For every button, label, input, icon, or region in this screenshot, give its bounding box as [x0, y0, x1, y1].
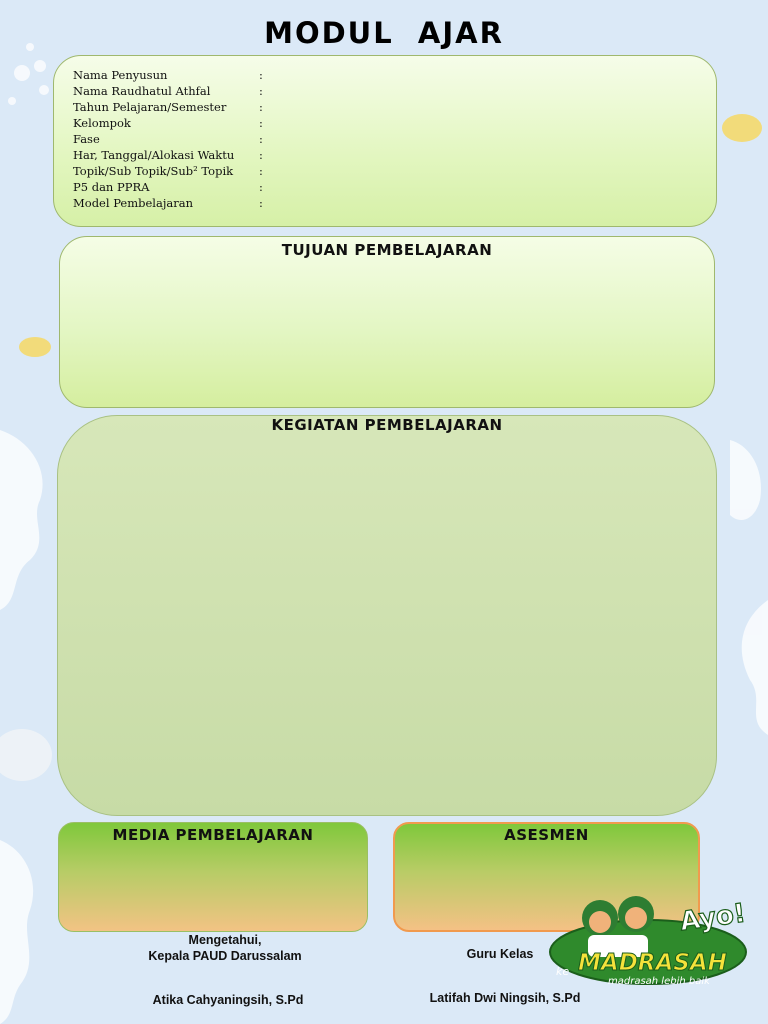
bubble [14, 65, 30, 81]
info-label: Fase [73, 132, 100, 146]
info-colon: : [259, 148, 263, 162]
kegiatan-title: KEGIATAN PEMBELAJARAN [271, 416, 503, 434]
info-colon: : [259, 100, 263, 114]
info-label: Nama Penyusun [73, 68, 168, 82]
sign-right-role: Guru Kelas [466, 947, 534, 961]
info-label: P5 dan PPRA [73, 180, 150, 194]
asesmen-title: ASESMEN [504, 826, 589, 844]
fish-icon [19, 337, 51, 357]
ayo-ke-madrasah-logo [548, 880, 758, 990]
info-colon: : [259, 164, 263, 178]
info-box [53, 55, 717, 227]
bubble [34, 60, 46, 72]
info-colon: : [259, 180, 263, 194]
sign-left-name: Atika Cahyaningsih, S.Pd [152, 993, 304, 1007]
bubble [39, 85, 49, 95]
sign-left-line1: Mengetahui, [188, 933, 262, 947]
kegiatan-pembelajaran-box [57, 415, 717, 816]
fish-icon [722, 114, 762, 142]
coral-right [742, 600, 768, 735]
media-pembelajaran-box [58, 822, 368, 932]
info-label: Model Pembelajaran [73, 196, 194, 210]
media-title: MEDIA PEMBELAJARAN [112, 826, 314, 844]
tujuan-pembelajaran-box [59, 236, 715, 408]
info-label: Topik/Sub Topik/Sub² Topik [73, 164, 234, 178]
info-colon: : [259, 132, 263, 146]
info-label: Nama Raudhatul Athfal [73, 84, 211, 98]
coral-left [0, 430, 43, 610]
logo-main-text: MADRASAH [578, 950, 727, 976]
logo-top-text: Ayo! [678, 898, 748, 938]
turtle-icon [0, 729, 52, 781]
info-label: Tahun Pelajaran/Semester [73, 100, 227, 114]
bubble [8, 97, 16, 105]
sign-right-name: Latifah Dwi Ningsih, S.Pd [429, 991, 581, 1005]
logo-small-text: ke [556, 965, 570, 978]
coral-right-mid [730, 440, 761, 520]
sign-left-line2: Kepala PAUD Darussalam [148, 949, 302, 963]
page-title: MODUL AJAR [264, 16, 504, 50]
tujuan-title: TUJUAN PEMBELAJARAN [281, 241, 493, 259]
info-colon: : [259, 196, 263, 210]
logo-tagline: madrasah lebih baik [608, 976, 710, 987]
info-colon: : [259, 68, 263, 82]
info-colon: : [259, 116, 263, 130]
info-label: Har, Tanggal/Alokasi Waktu [73, 148, 235, 162]
coral-left-bottom [0, 840, 33, 1024]
info-colon: : [259, 84, 263, 98]
info-label: Kelompok [73, 116, 131, 130]
